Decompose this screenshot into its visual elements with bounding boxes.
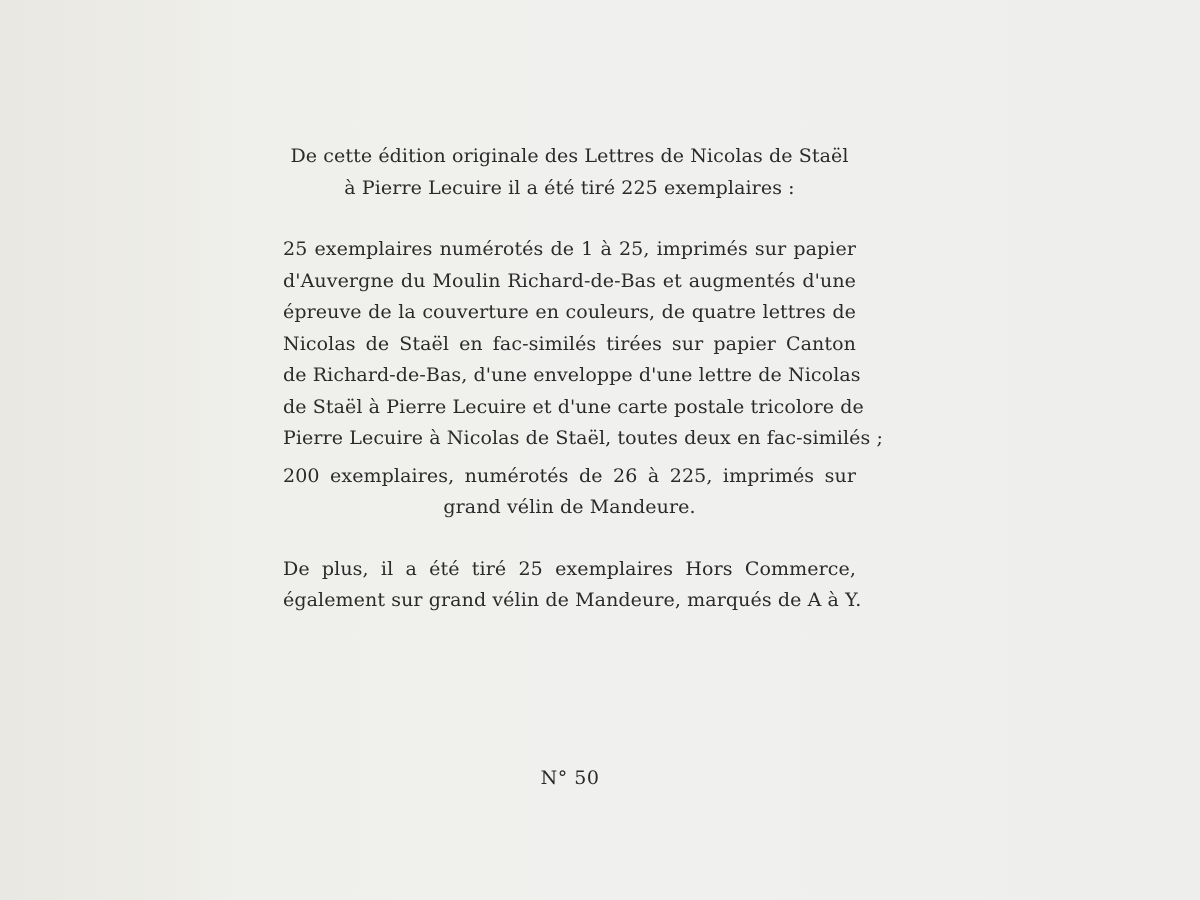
text-line: Pierre Lecuire à Nicolas de Staël, toutes deux en fac-similés ; (283, 427, 883, 449)
text-line: Nicolas de Staël en fac-similés tirées sur papier Canton (283, 332, 856, 355)
hors-commerce-paragraph (283, 554, 862, 617)
text-line: également sur grand vélin de Mandeure, marqués de A à Y. (283, 589, 862, 611)
text-line: De cette édition originale des Lettres de Nicolas de Staël (290, 145, 849, 167)
text-line: d'Auvergne du Moulin Richard-de-Bas et augmentés d'une (283, 269, 856, 292)
text-line: épreuve de la couverture en couleurs, de quatre lettres de (283, 301, 856, 323)
justification-du-tirage (283, 141, 883, 617)
text-line: de Staël à Pierre Lecuire et d'une carte postale tricolore de (283, 395, 864, 418)
paragraph-spacer (283, 204, 856, 234)
edition-a-paragraph (283, 234, 883, 455)
text-line: 25 exemplaires numérotés de 1 à 25, imprimés sur papier (283, 238, 856, 260)
text-line: de Richard-de-Bas, d'une enveloppe d'une lettre de Nicolas (283, 364, 861, 386)
intro-paragraph (283, 141, 856, 204)
text-line: 200 exemplaires, numérotés de 26 à 225, imprimés sur (283, 464, 856, 487)
text-line: De plus, il a été tiré 25 exemplaires Hors Commerce, (283, 557, 856, 580)
paragraph-spacer (283, 524, 856, 554)
text-line: à Pierre Lecuire il a été tiré 225 exemplaires : (344, 176, 795, 199)
copy-number: N° 50 (540, 767, 600, 789)
edition-b-paragraph (283, 461, 856, 524)
text-line: grand vélin de Mandeure. (443, 496, 696, 518)
